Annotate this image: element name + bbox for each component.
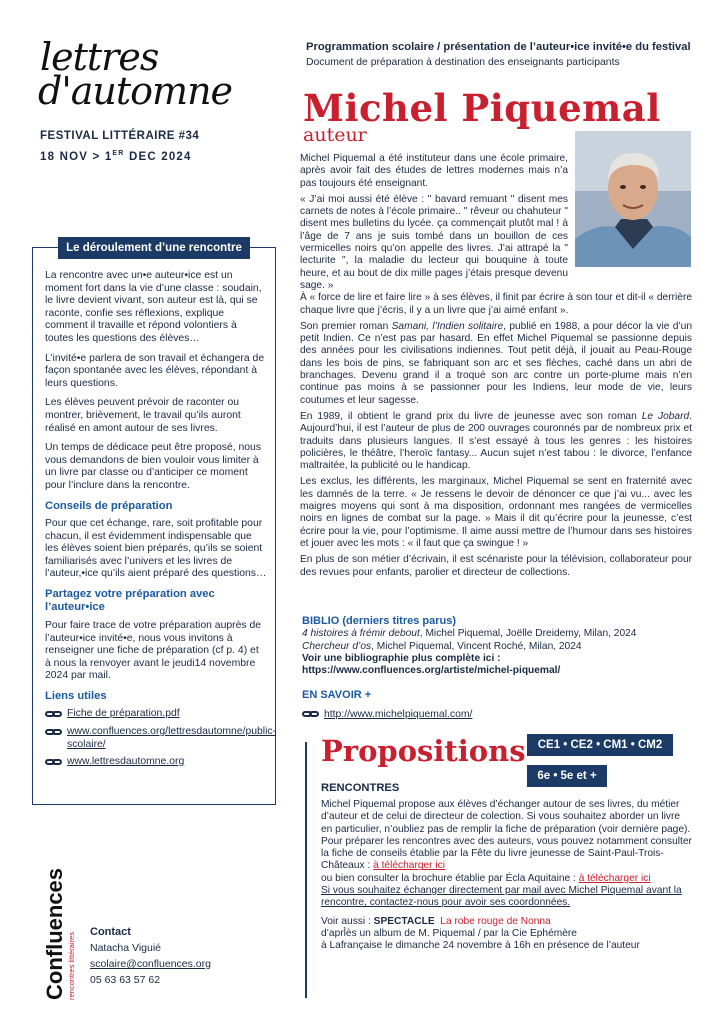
heading-conseils: Conseils de préparation	[45, 499, 173, 512]
propositions-contact-note: Si vous souhaitez échanger directement par mail avec Michel Piquemal avant la rencontre, contactez-nous pour avoir ses coordonnées.	[321, 885, 682, 909]
festival-dates: 18 NOV > 1ER DEC 2024	[40, 150, 192, 163]
useful-link-row	[45, 708, 267, 721]
sidebar-paragraph: Les élèves peuvent prévoir de raconter ou montrer, brièvement, le travail qu’ils auront réalisé en amont autour de ses livres.	[45, 397, 241, 434]
en-savoir-plus-title: EN SAVOIR +	[302, 689, 372, 701]
sidebar-paragraph: Pour que cet échange, rare, soit profitable pour chacun, il est évidemment indispensable que les élèves soient bien préparés, qu’ils se soient familiarisés avec l’univers et les livres de l’auteur,•ice qu’ils aient préparé des questions…	[45, 518, 267, 580]
useful-link-row	[45, 756, 267, 769]
propositions-paragraph: Pour préparer les rencontres avec des auteurs, vous pouvez notamment consulter la fiche de conseils établie par la Fête du livre jeunesse de Saint-Paul-Trois-Châteaux : à télécharger ici	[321, 835, 692, 872]
header-line-2: Document de préparation à destination des enseignants participants	[306, 57, 620, 68]
link-icon	[45, 708, 63, 720]
brand-word: Confluences	[42, 867, 67, 1000]
useful-link-row	[45, 726, 277, 751]
link-lettresdautomne[interactable]: www.lettresdautomne.org	[67, 756, 185, 768]
propositions-divider	[305, 742, 307, 998]
propositions-paragraph: Michel Piquemal propose aux élèves d’échanger autour de ses livres, du métier d’auteur et de celui de directeur de colection. Si vous souhaitez aborder un livre en particulier, n’oubliez pas de remplir la fiche de préparation (voir dernière page).	[321, 799, 691, 835]
author-role: auteur	[303, 124, 367, 146]
biblio-more-link[interactable]: Voir une bibliographie plus complète ici : https://www.confluences.org/artiste/michel-piquemal/	[302, 652, 561, 677]
link-icon	[302, 708, 320, 720]
bio-paragraph: En plus de son métier d’écrivain, il est scénariste pour la télévision, collaborateur pour des revues pour enfants, parolier et directeur de collections.	[300, 554, 692, 578]
contact-name: Natacha Viguié	[90, 942, 162, 954]
propositions-paragraph: ou bien consulter la brochure établie par Écla Aquitaine : à télécharger ici	[321, 872, 651, 884]
header-line-1: Programmation scolaire / présentation de l’auteur•ice invité•e du festival	[306, 41, 691, 53]
propositions-body	[321, 799, 693, 953]
bio-paragraph: « J’ai moi aussi été élève : " bavard remuant " disent mes carnets de notes à l’école primaire.. " rêveur ou chahuteur " disent mes bulletins du lycée. ça commençait plutôt mal ! à l’âge de 7 ans je suis tombé dans un bouillon de ces vermicelles noirs qu’on appelle des livres. J’ai attrapé la " lecturite ", la maladie du lecteur qui bouquine à toute heure, et au bout de dix mille pages j’étais presque devenu sage. » À « force de lire et faire lire » à ses élèves, il finit par écrire à son tour et dit-il « derrière chaque livre que j’écris, il y a un livre que j’ai aimé enfant ».	[300, 193, 692, 316]
festival-logo	[38, 35, 233, 113]
link-icon	[45, 726, 63, 738]
author-website-link[interactable]: http://www.michelpiquemal.com/	[324, 708, 473, 720]
contact-phone: 05 63 63 57 62	[90, 974, 161, 986]
link-confluences-scolaire[interactable]: www.confluences.org/lettresdautomne/public-scolaire/	[67, 726, 277, 750]
download-link-fiche[interactable]: à télécharger ici	[373, 860, 446, 872]
heading-partagez: Partagez votre préparation avec l’auteur•ice	[45, 587, 215, 614]
confluences-logo	[36, 860, 76, 1000]
propositions-title: Propositions	[321, 734, 526, 768]
website-link-row	[302, 708, 472, 720]
sidebar-title: Le déroulement d’une rencontre	[58, 237, 250, 259]
brand-subtitle: rencontres littéraires	[67, 932, 76, 1000]
link-icon	[45, 756, 63, 768]
biblio-item: Chercheur d’os, Michel Piquemal, Vincent Roché, Milan, 2024	[302, 640, 582, 652]
biblio-title: BIBLIO (derniers titres parus)	[302, 615, 457, 627]
author-biography	[300, 153, 692, 583]
download-link-brochure[interactable]: à télécharger ici	[578, 872, 651, 884]
biblio-item: 4 histoires à frémir debout, Michel Piquemal, Joëlle Dreidemy, Milan, 2024	[302, 628, 637, 640]
logo-line-1: lettres	[40, 35, 159, 79]
logo-line-2: d'automne	[38, 69, 233, 113]
contact-email-link[interactable]: scolaire@confluences.org	[90, 958, 211, 970]
level-badge-secondary: 6e • 5e et +	[527, 765, 607, 787]
bio-paragraph: En 1989, il obtient le grand prix du livre de jeunesse avec son roman Le Jobard. Aujourd’hui, il est l’auteur de plus de 200 ouvrages couronnés par de nombreux prix et traduits dans plusieurs langues. Il s’est essayé à tous les genres : les histoires policières, le théâtre, l’heroïc fantasy... Aucun sujet n’est tabou : le divorce, l’enfance maltraitée, la publicité ou le handicap.	[300, 410, 692, 472]
bio-paragraph: Son premier roman Samani, l’Indien solitaire, publié en 1988, a pour décor la vie d’un petit Indien. Ce n’est pas par hasard. En effet Michel Piquemal se passionne depuis des années pour les civilisations indiennes. Tout petit déjà, il jouait au Peau-Rouge dans les bois de pins, se fabriquant son arc et ses flèches, caché dans un abri de branchages. Devenu grand il a troqué son arc contre un porte-plume mais n’en continue pas moins à se passionner pour les Indiens, leur mode de vie, leurs coutumes et leur sagesse.	[300, 320, 693, 406]
bio-paragraph: Michel Piquemal a été instituteur dans une école primaire, après avoir fait des études de lettres modernes mais n’a pas toujours été enseignant.	[300, 153, 568, 189]
link-fiche-preparation[interactable]: Fiche de préparation.pdf	[67, 708, 180, 720]
sidebar-paragraph: L’invité•e parlera de son travail et échangera de façon spontanée avec les élèves, répondant à leurs questions.	[45, 352, 265, 389]
contact-title: Contact	[90, 926, 131, 938]
contact-block	[90, 924, 211, 988]
sidebar-paragraph: La rencontre avec un•e auteur•ice est un moment fort dans la vie d’une classe : soudain, le livre devient vivant, son auteur est là, qui se raconte, confie ses réflexions, explique comment il travaille et répond volontiers à toutes les questions des élèves…	[45, 270, 262, 344]
sidebar-paragraph: Un temps de dédicace peut être proposé, nous vous demandons de bien vouloir vous limiter à un livre par classe ou d’anticiper ce moment pour l’inclure dans la rencontre.	[45, 442, 262, 491]
sidebar-paragraph: Pour faire trace de votre préparation auprès de l’auteur•ice invité•e, nous vous invitons à renseigner une fiche de préparation (cf p. 4) et à nous la renvoyer avant le jeudi14 novembre 2024 par mail.	[45, 619, 262, 682]
rencontres-heading: RENCONTRES	[321, 782, 400, 794]
sidebar-content	[45, 270, 277, 774]
bibliography	[302, 615, 692, 677]
voir-aussi-detail: à Lafrançaise le dimanche 24 novembre à 16h en présence de l’auteur	[321, 940, 640, 952]
bio-paragraph: Les exclus, les différents, les marginaux, Michel Piquemal se sent en fraternité avec les damnés de la terre. « Je ressens le devoir de dénoncer ce que j’ai vu... avec les maigres moyens qui sont à ma disposition, ordonnant mes rangées de vermicelles noirs en lignes de combat sur la page. » Mais il dit qu’écrire pour la jeunesse, c’est écrire pour la vie, pour l’optimisme. Il aime aussi mettre de l’humour dans ses histoires et jouer avec les mots : « il faut que ça swingue ! »	[300, 476, 692, 549]
voir-aussi-detail: d’aprl̀ès un album de M. Piquemal / par la Cie Ephémère	[321, 927, 577, 939]
level-badge-primary: CE1 • CE2 • CM1 • CM2	[527, 734, 673, 756]
voir-aussi-line: Voir aussi : SPECTACLE La robe rouge de Nonna	[321, 915, 551, 927]
heading-liens-utiles: Liens utiles	[45, 689, 107, 702]
author-name: Michel Piquemal	[303, 86, 661, 130]
festival-label: FESTIVAL LITTÉRAIRE #34	[40, 130, 200, 142]
